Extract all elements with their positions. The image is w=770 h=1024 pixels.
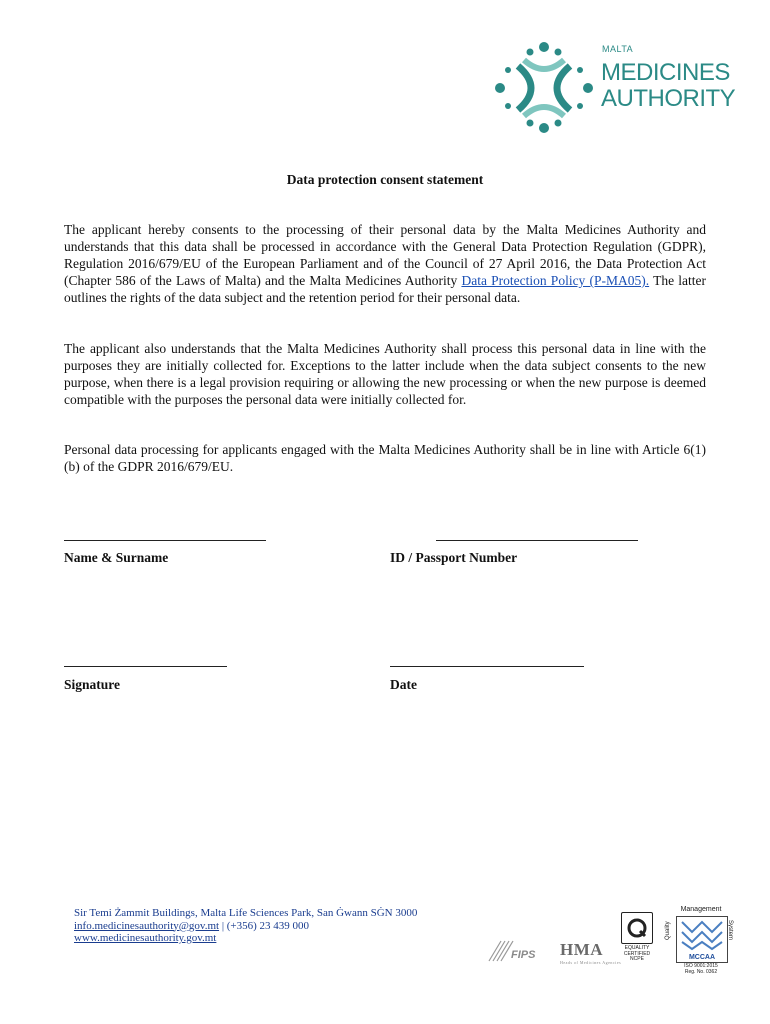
mccaa-right-label: System (727, 920, 733, 941)
footer-website-link[interactable]: www.medicinesauthority.gov.mt (74, 932, 217, 944)
equality-certified-logo (621, 912, 653, 964)
paragraph-1-text: The applicant hereby consents to the processing of their personal data by the Malta Medicines Authority and understands that this data shall be processed in accordance with the General Data Protection Regulation (GDPR), Regulation 2016/679/EU of the European Parliament and of the Council of 27 April 2016, the Data Protection Act (Chapter 586 of the Laws of Malta) and the Malta Medicines Authority (64, 222, 706, 288)
consent-paragraph-2: The applicant also understands that the Malta Medicines Authority shall process this personal data in line with the purposes they are initially collected for. Exceptions to the latter include when the data subject consents to the new purpose, when there is a legal provision requiring or allowing the new processing or when the new purpose is deemed compatible with the purposes the personal data were initially collected for. (64, 341, 706, 407)
mccaa-reg: Reg. No. 0362 (684, 969, 718, 975)
mccaa-name: MCCAA (688, 954, 716, 961)
malta-medicines-authority-logo (494, 40, 736, 135)
footer-email-link[interactable]: info.medicinesauthority@gov.mt (74, 919, 220, 932)
footer-address: Sir Temi Żammit Buildings, Malta Life Sciences Park, San Ġwann SĠN 3000 (74, 907, 418, 919)
mccaa-emblem (676, 916, 728, 963)
fips-logo (487, 935, 549, 963)
hma-subtitle: Heads of Medicines Agencies (560, 960, 622, 965)
date-label: Date (390, 677, 417, 692)
logo-country: MALTA (602, 44, 634, 54)
fips-text: FIPS (511, 949, 536, 961)
mccaa-top-label: Management (680, 906, 722, 913)
hma-logo (560, 940, 622, 965)
paragraph-1-text-end: The latter outlines the rights of the data subject and the retention period for their personal data. (64, 273, 706, 305)
data-protection-policy-link[interactable]: Data Protection Policy (P-MA05). (461, 273, 650, 288)
document-title: Data protection consent statement (286, 172, 484, 187)
footer-contact-line (74, 920, 417, 933)
hma-text: HMA (560, 940, 604, 959)
footer-contact (74, 907, 417, 945)
equality-mark-icon (621, 912, 653, 944)
logo-emblem-icon (494, 40, 594, 135)
consent-paragraph-3: Personal data processing for applicants engaged with the Malta Medicines Authority shall be in line with Article 6(1)(b) of the GDPR 2016/679/EU. (64, 442, 706, 474)
logo-title-line1: MEDICINES (601, 59, 730, 86)
logo-title-line2: AUTHORITY (601, 85, 736, 112)
equality-text: EQUALITY CERTIFIED NCPE (623, 945, 651, 962)
date-line[interactable] (390, 666, 584, 667)
mccaa-left-label: Quality (665, 921, 671, 940)
mccaa-certification-logo (667, 906, 735, 976)
signature-label: Signature (64, 677, 121, 692)
consent-paragraph-1 (64, 221, 706, 306)
mccaa-pattern-icon (677, 917, 727, 951)
mccaa-iso: ISO 9001:2015 (684, 963, 718, 969)
name-surname-line[interactable] (64, 540, 266, 541)
footer-phone: | (+356) 23 439 000 (219, 919, 310, 932)
signature-line[interactable] (64, 666, 227, 667)
name-surname-label: Name & Surname (64, 550, 169, 565)
id-passport-label: ID / Passport Number (390, 550, 518, 565)
mccaa-standard (667, 963, 735, 975)
id-passport-line[interactable] (436, 540, 638, 541)
